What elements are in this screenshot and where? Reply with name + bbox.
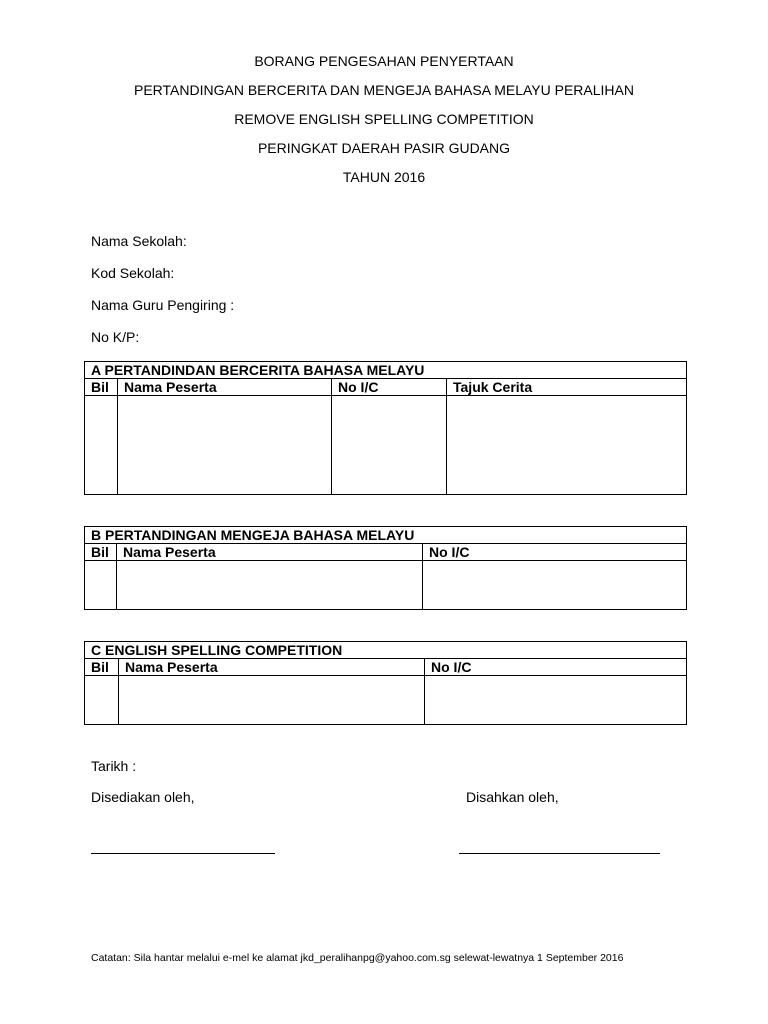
form-header — [0, 50, 768, 195]
table-c-header-bil: Bil — [85, 659, 119, 676]
table-a-cell-ic[interactable] — [332, 396, 447, 495]
table-b-header-nama: Nama Peserta — [117, 544, 423, 561]
header-line-5: TAHUN 2016 — [342, 169, 426, 185]
table-b-title: B PERTANDINGAN MENGEJA BAHASA MELAYU — [85, 527, 687, 544]
table-c-cell-ic[interactable] — [425, 676, 687, 725]
approved-by-label: Disahkan oleh, — [466, 789, 559, 805]
table-a-cell-tajuk[interactable] — [447, 396, 687, 495]
header-line-1: BORANG PENGESAHAN PENYERTAAN — [254, 53, 514, 69]
table-c-header-nama: Nama Peserta — [119, 659, 425, 676]
table-c-cell-bil[interactable] — [85, 676, 119, 725]
prepared-by-signature-line[interactable] — [91, 853, 275, 854]
table-a-header-bil: Bil — [85, 379, 118, 396]
submission-note: Catatan: Sila hantar melalui e-mel ke alamat jkd_peralihanpg@yahoo.com.sg selewat-lewatnya 1 September 2016 — [91, 952, 624, 964]
table-b-header-ic: No I/C — [423, 544, 687, 561]
table-b-cell-ic[interactable] — [423, 561, 687, 610]
table-a-cell-bil[interactable] — [85, 396, 118, 495]
school-code-label: Kod Sekolah: — [91, 265, 175, 281]
date-label: Tarikh : — [91, 758, 137, 774]
table-b — [84, 526, 687, 610]
table-row — [85, 676, 687, 725]
table-a-header-nama: Nama Peserta — [118, 379, 332, 396]
table-b-cell-nama[interactable] — [117, 561, 423, 610]
table-b-header-bil: Bil — [85, 544, 117, 561]
table-b-cell-bil[interactable] — [85, 561, 117, 610]
table-c-cell-nama[interactable] — [119, 676, 425, 725]
ic-no-label: No K/P: — [91, 329, 140, 345]
prepared-by-label: Disediakan oleh, — [91, 789, 195, 805]
header-line-3: REMOVE ENGLISH SPELLING COMPETITION — [234, 111, 534, 127]
table-c-header-ic: No I/C — [425, 659, 687, 676]
table-c-title: C ENGLISH SPELLING COMPETITION — [85, 642, 687, 659]
approved-by-signature-line[interactable] — [459, 853, 660, 854]
table-a-cell-nama[interactable] — [118, 396, 332, 495]
header-line-4: PERINGKAT DAERAH PASIR GUDANG — [257, 140, 511, 156]
table-row — [85, 396, 687, 495]
table-a-title: A PERTANDINDAN BERCERITA BAHASA MELAYU — [85, 362, 687, 379]
table-a-header-tajuk: Tajuk Cerita — [447, 379, 687, 396]
school-name-label: Nama Sekolah: — [91, 233, 187, 249]
teacher-name-label: Nama Guru Pengiring : — [91, 297, 235, 313]
table-c — [84, 641, 687, 725]
table-row — [85, 561, 687, 610]
table-a-header-ic: No I/C — [332, 379, 447, 396]
table-a — [84, 361, 687, 495]
header-line-2: PERTANDINGAN BERCERITA DAN MENGEJA BAHASA MELAYU PERALIHAN — [134, 82, 634, 98]
